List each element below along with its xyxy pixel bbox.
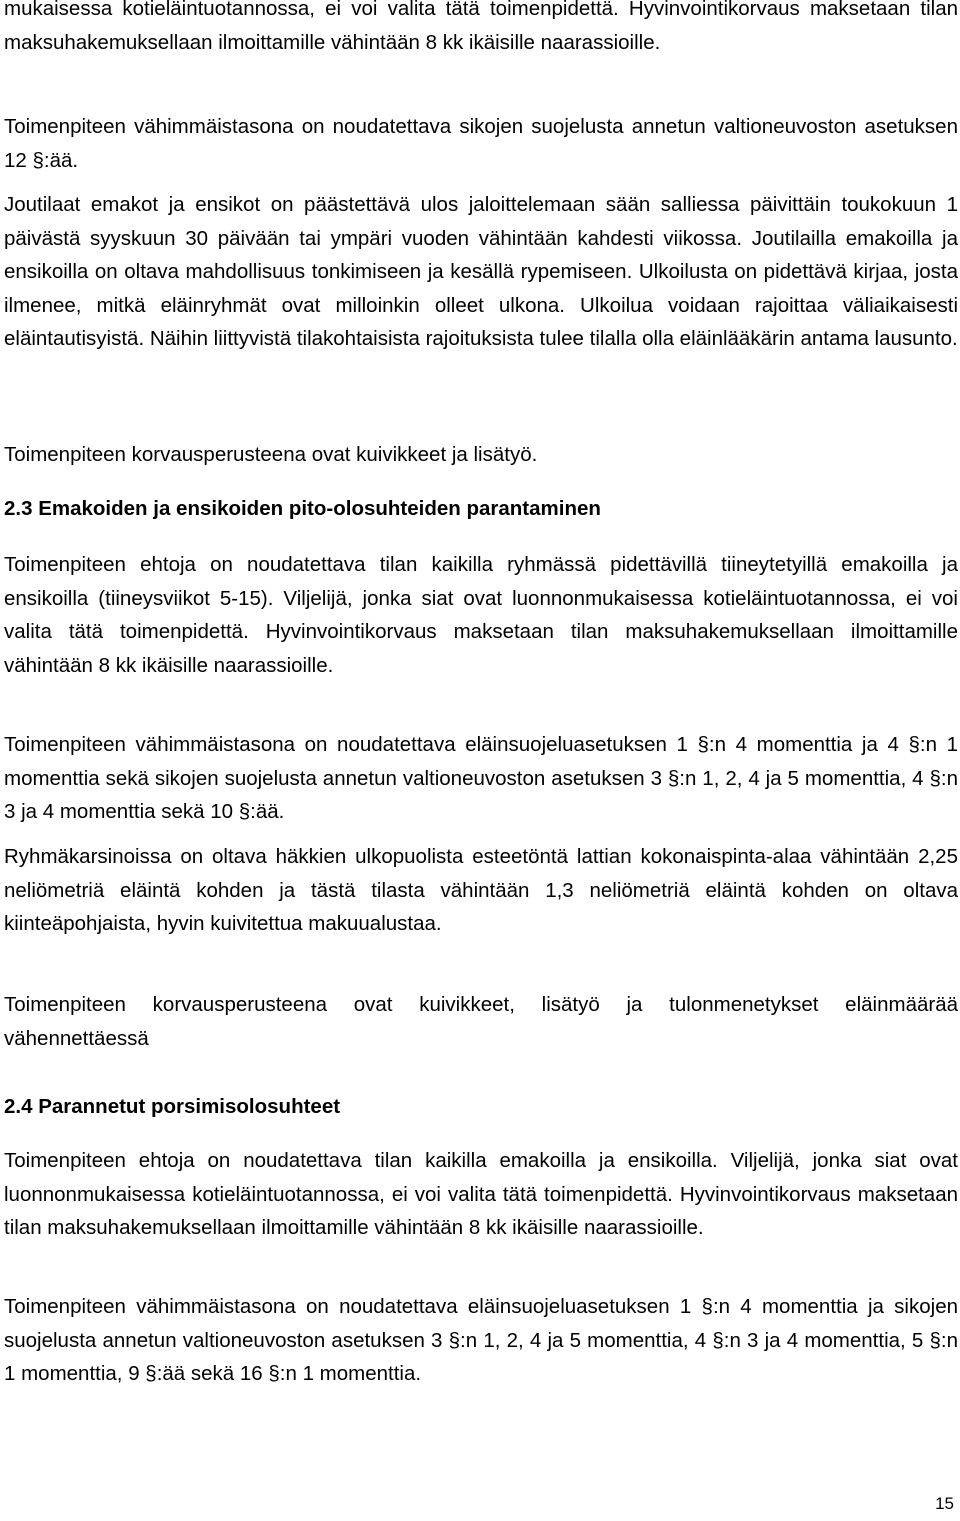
paragraph-minimum-level-2-4: Toimenpiteen vähimmäistasona on noudatettava eläinsuojeluasetuksen 1 §:n 4 momenttia ja sikojen suojelusta annetun valtioneuvoston asetuksen 3 §:n 1, 2, 4 ja 5 momenttia, 4 §:n 3 ja 4 momenttia, 5 §:n 1 momenttia, 9 §:ää sekä 16 §:n 1 momenttia. (4, 1295, 958, 1385)
paragraph-outdoor-exercise: Joutilaat emakot ja ensikot on päästettävä ulos jaloittelemaan sään salliessa päivittäin toukokuun 1 päivästä syyskuun 30 päivään tai ympäri vuoden vähintään kahdesti viikossa. Joutilailla emakoilla ja ensikoilla on oltava mahdollisuus tonkimiseen ja kesällä rypemiseen. Ulkoilusta on pidettävä kirjaa, josta ilmenee, mitkä eläinryhmät ovat milloinkin olleet ulkona. Ulkoilua voidaan rajoittaa väliaikaisesti eläintautisyistä. Näihin liittyvistä tilakohtaisista rajoituksista tulee tilalla olla eläinlääkärin antama lausunto. (4, 193, 958, 350)
paragraph-compensation-basis-1: Toimenpiteen korvausperusteena ovat kuivikkeet ja lisätyö. (4, 443, 538, 466)
page-number: 15 (935, 1494, 954, 1513)
section-heading-2-3: 2.3 Emakoiden ja ensikoiden pito-olosuhteiden parantaminen (4, 497, 601, 520)
section-heading-2-4: 2.4 Parannetut porsimisolosuhteet (4, 1095, 341, 1118)
paragraph-minimum-level-2-3: Toimenpiteen vähimmäistasona on noudatettava eläinsuojeluasetuksen 1 §:n 4 momenttia ja 4 §:n 1 momenttia sekä sikojen suojelusta annetun valtioneuvoston asetuksen 3 §:n 1, 2, 4 ja 5 momenttia, 4 §:n 3 ja 4 momenttia sekä 10 §:ää. (4, 733, 958, 823)
paragraph-conditions-2-4: Toimenpiteen ehtoja on noudatettava tilan kaikilla emakoilla ja ensikoilla. Viljelijä, jonka siat ovat luonnonmukaisessa kotieläintuotannossa, ei voi valita tätä toimenpidettä. Hyvinvointikorvaus maksetaan tilan maksuhakemuksellaan ilmoittamille vähintään 8 kk ikäisille naarassioille. (4, 1149, 958, 1239)
paragraph-conditions-2-3: Toimenpiteen ehtoja on noudatettava tilan kaikilla ryhmässä pidettävillä tiineytetyillä emakoilla ja ensikoilla (tiineysviikot 5-15). Viljelijä, jonka siat ovat luonnonmukaisessa kotieläintuotannossa, ei voi valita tätä toimenpidettä. Hyvinvointikorvaus maksetaan tilan maksuhakemuksellaan ilmoittamille vähintään 8 kk ikäisille naarassioille. (4, 553, 958, 677)
paragraph-pen-area: Ryhmäkarsinoissa on oltava häkkien ulkopuolista esteetöntä lattian kokonaispinta-alaa vähintään 2,25 neliömetriä eläintä kohden ja tästä tilasta vähintään 1,3 neliömetriä eläintä kohden on oltava kiinteäpohjaista, hyvin kuivitettua makuualustaa. (4, 845, 958, 935)
paragraph-minimum-level-12: Toimenpiteen vähimmäistasona on noudatettava sikojen suojelusta annetun valtioneuvoston asetuksen 12 §:ää. (4, 115, 958, 172)
paragraph-welfare-payment-intro: mukaisessa kotieläintuotannossa, ei voi valita tätä toimenpidettä. Hyvinvointikorvaus maksetaan tilan maksuhakemuksellaan ilmoittamille vähintään 8 kk ikäisille naarassioille. (4, 0, 958, 54)
paragraph-compensation-basis-2: Toimenpiteen korvausperusteena ovat kuivikkeet, lisätyö ja tulonmenetykset eläinmäärää vähennettäessä (4, 993, 958, 1050)
